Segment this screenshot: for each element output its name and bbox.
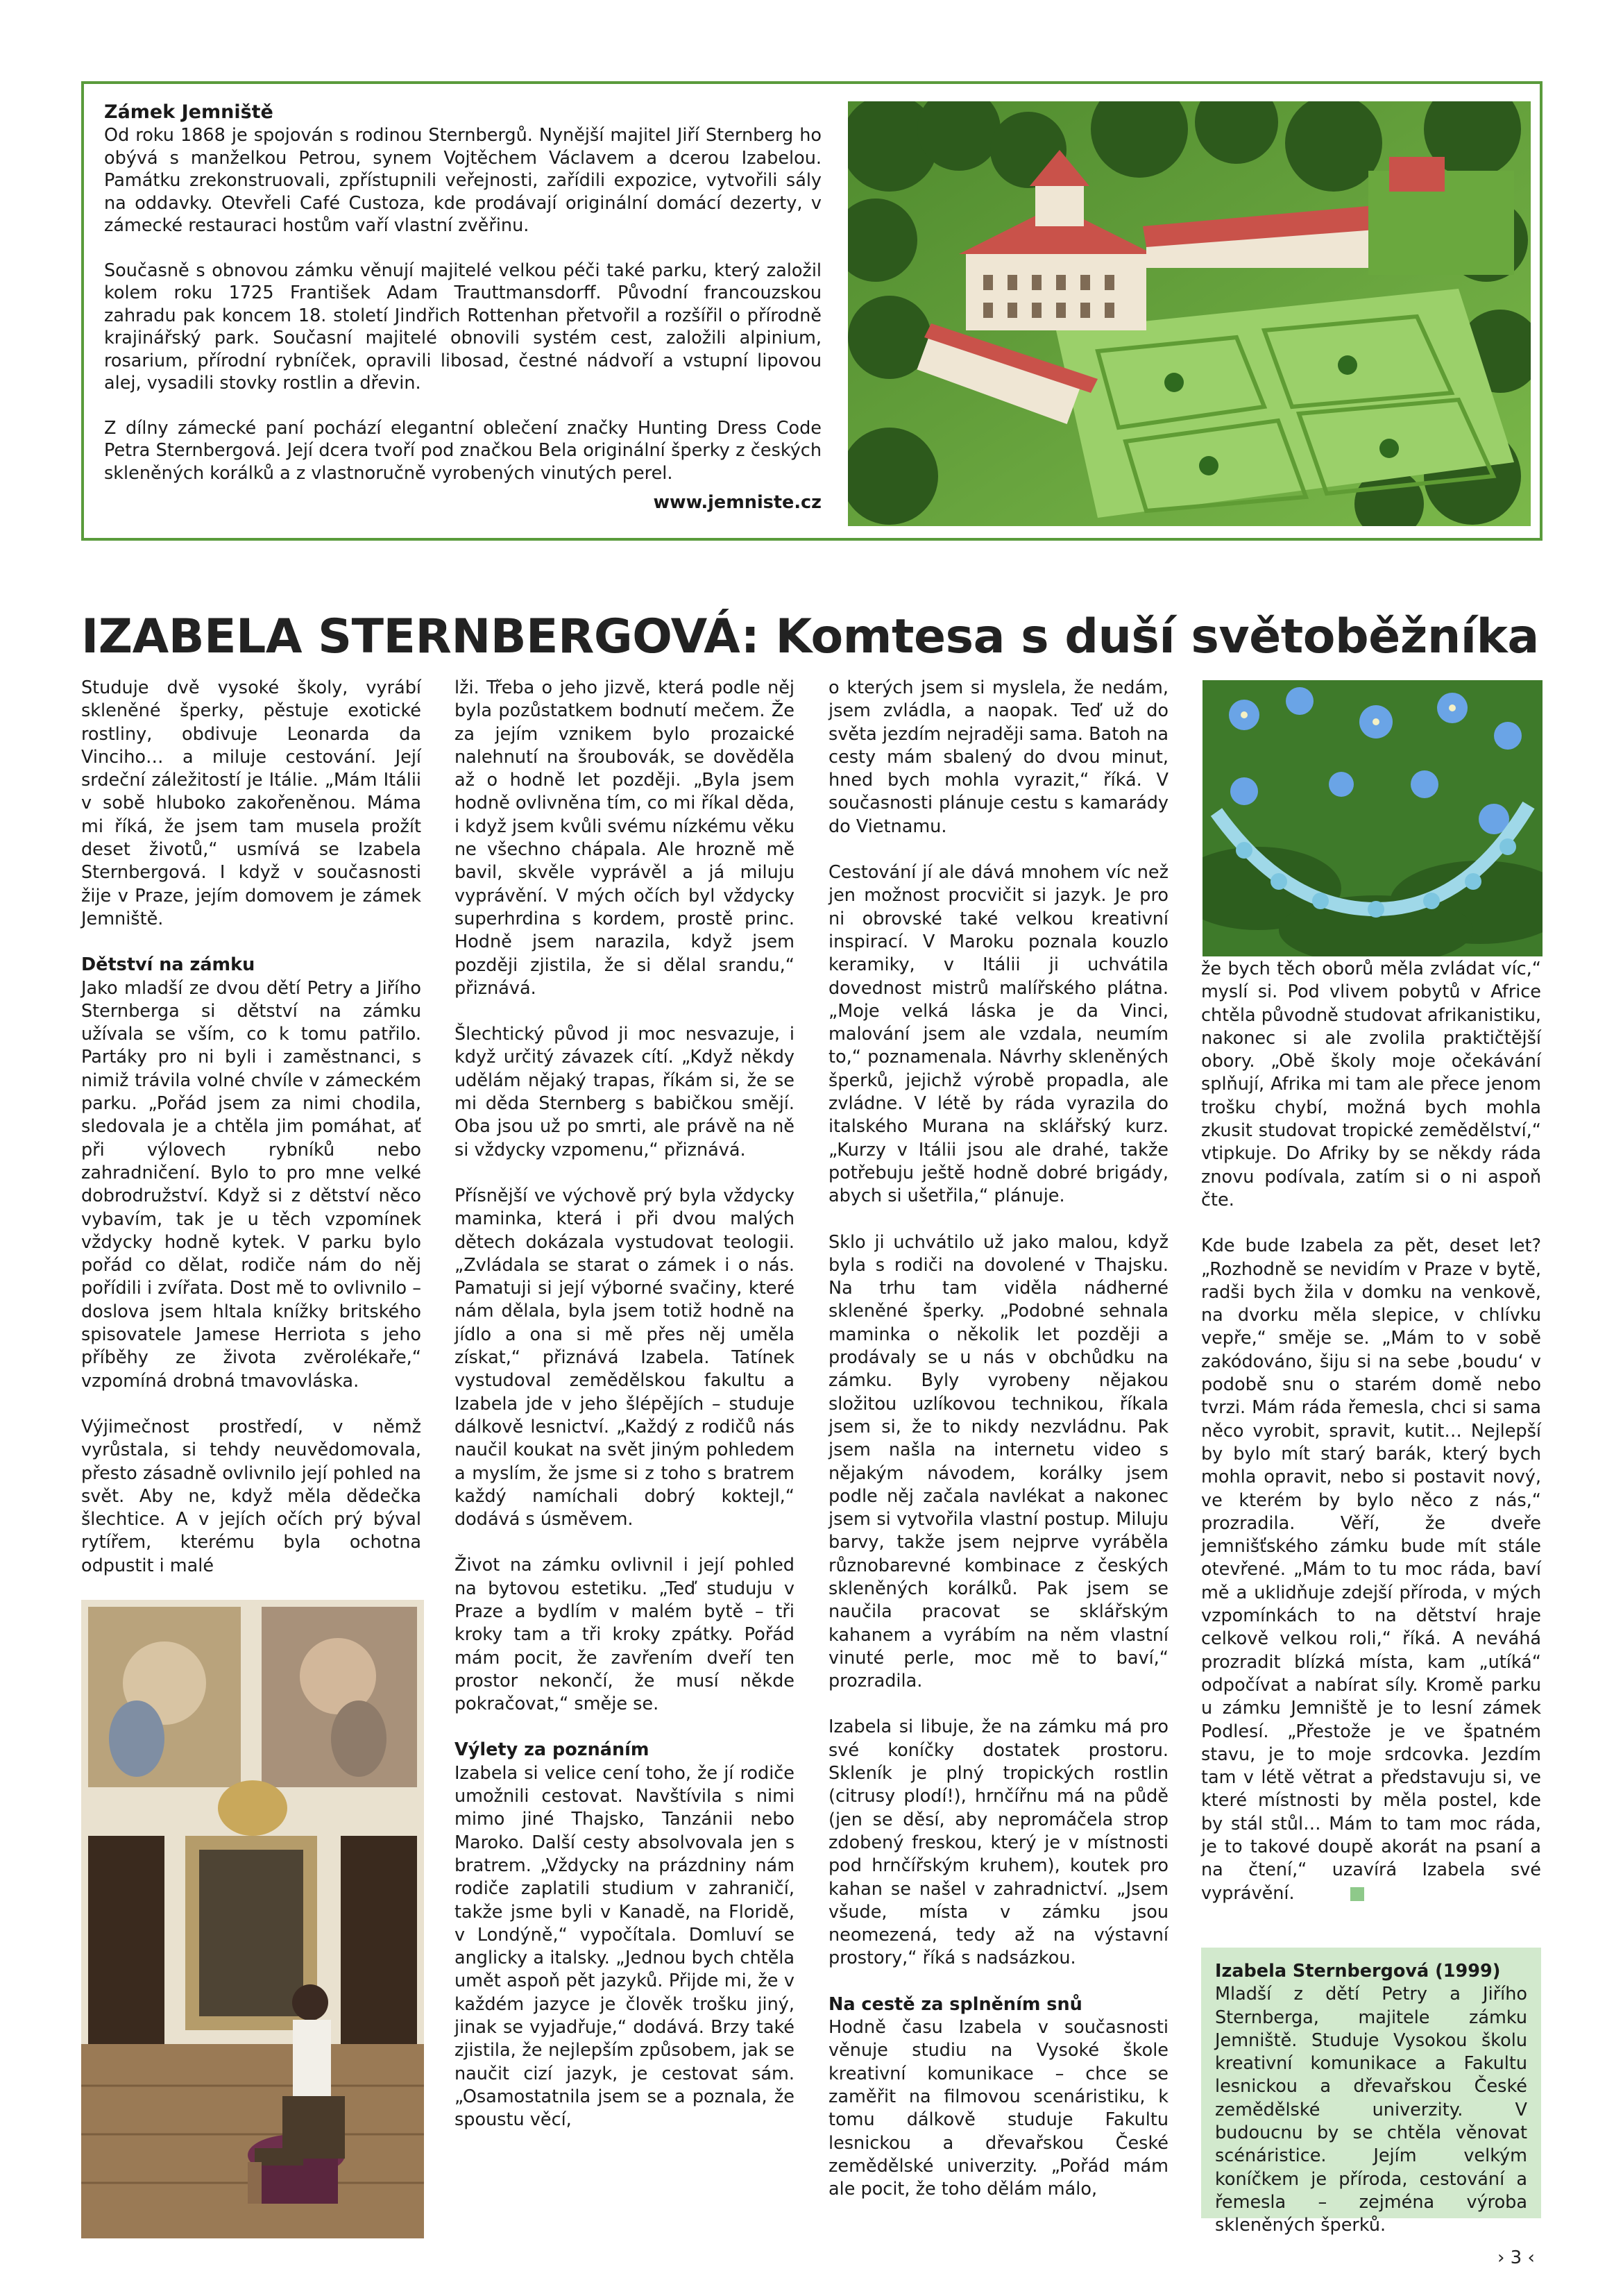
article-paragraph: Přísnější ve výchově prý byla vždycky maminka, která i při dvou malých dětech dokázala vystudovat teologii. „Zvládala se starat o zámek i o nás. Pamatuji si její výborné svačiny, které nám dělala, byla jsem totiž hodně na jídlo a ona si mě přes něj uměla získat,“ přiznává Izabela. Tatínek vystudoval zemědělskou fakultu a Izabela jde v jeho šlépějích – studuje dálkově lesnictví. „Každý z rodičů nás naučil koukat na svět jiným pohledem a myslím, že jsme si z toho s bratrem každý namíchali dobrý koktejl,“ dodává s úsměvem. [454, 1185, 794, 1530]
article-paragraph: Jako mladší ze dvou dětí Petry a Jiřího Sternberga si dětství na zámku užívala se vším, co k tomu patřilo. Partáky pro ni byli i zaměstnanci, s nimiž trávila volné chvíle v zámeckém parku. „Pořád jsem za nimi chodila, sledovala je a chtěla jim pomáhat, ať při výlovech rybníků nebo zahradničení. Bylo to pro mne velké dobrodružství. Když si z dětství něco vybavím, tak je u těch vzpomínek vždycky hodně kytek. V parku bylo pořád co dělat, rodiče nám do něj pořídili i zvířata. Dost mě to ovlivnilo – doslova jsem hltala knížky britského spisovatele Jamese Herriota s jeho příběhy ze života zvěrolékaře,“ vzpomíná drobná tmavovláska. [81, 977, 421, 1392]
article-column-2 [454, 677, 794, 2155]
article-paragraph: Hodně času Izabela v současnosti věnuje studiu na Vysoké škole kreativní komunikace – chce se zaměřit na filmovou scenáristiku, k tomu dálkově studuje Fakultu lesnickou a dřevařskou České zemědělské univerzity. „Pořád mám ale pocit, že toho dělám málo, [829, 2017, 1169, 2200]
castle-paragraph: Z dílny zámecké paní pochází elegantní oblečení značky Hunting Dress Code Petra Sternbergová. Její dcera tvoří pod značkou Bela originální šperky z českých skleněných korálků a z vlastnoručně vyrobených vinutých perel. [104, 417, 822, 484]
section-heading: Dětství na zámku [81, 954, 255, 976]
castle-info-text [104, 101, 822, 514]
article-paragraph: Sklo ji uchvátilo už jako malou, když byla s rodiči na dovolené v Thajsku. Na trhu tam viděla nádherné skleněné šperky. „Podobné sehnala maminka o několik let později a prodávaly se u nás v obchůdku na zámku. Byly vyrobeny nějakou složitou uzlíkovou technikou, říkala jsem si, že to nikdy nezvládnu. Pak jsem našla na internetu video s nějakým návodem, korálky jsem podle něj začala navlékat a nakonec jsem si vytvořila vlastní postup. Miluju barvy, takže jsem nejprve vyráběla různobarevné kombinace z českých skleněných korálků. Pak jsem se naučila pracovat se sklářským kahanem a vyrábím na něm vlastní vinuté perle, moc mě to baví,“ prozradila. [829, 1231, 1169, 1692]
glass-bead-necklace-photo [1203, 680, 1543, 956]
castle-website-link[interactable]: www.jemniste.cz [653, 492, 822, 513]
article-column-1 [81, 677, 421, 1601]
profile-text: Mladší z dětí Petry a Jiřího Sternberga, majitele zámku Jemniště. Studuje Vysokou školu kreativní komunikace a Fakultu lesnickou a dřevařskou České zemědělské univerzity. V budoucnu by se chtěla věnovat scénáristice. Jejím velkým koníčkem je příroda, cestování a řemesla – zejména výroba skleněných šperků. [1215, 1984, 1527, 2236]
headline-subtitle: Komtesa s duší světoběžníka [759, 609, 1539, 664]
castle-paragraph: Od roku 1868 je spojován s rodinou Sternbergů. Nynější majitel Jiří Sternberg ho obývá s manželkou Petrou, synem Vojtěchem Václavem a dcerou Izabelou. Památku zrekonstruovali, zpřístupnili veřejnosti, zařídili expozice, vytvořili sály na oddavky. Otevřeli Café Custoza, kde prodávají originální domácí dezerty, v zámecké restauraci hostům vaří vlastní zvěřinu. [104, 125, 822, 236]
castle-title: Zámek Jemniště [104, 101, 273, 123]
section-heading: Na cestě za splněním snů [829, 1993, 1082, 2015]
article-paragraph: Výjimečnost prostředí, v němž vyrůstala, si tehdy neuvědomovala, přesto zásadně ovlivnilo její pohled na svět. Aby ne, když měla dědečka šlechtice. A v jejích očích prý býval rytířem, kterému byla ochotna odpustit i malé [81, 1416, 421, 1576]
article-paragraph: Cestování jí ale dává mnohem víc než jen možnost procvičit si jazyk. Je pro ni obrovské také velkou kreativní inspirací. V Maroku poznala kouzlo keramiky, v Itálii ji uchvátila dovednost mistrů malířského plátna. „Moje velká láska je da Vinci, malování jsem ale vzdala, neumím to,“ poznamenala. Návrhy skleněných šperků, jejichž výrobě propadla, ale zvládne. V létě by ráda vyrazila do italského Murana na sklářský kurz. „Kurzy v Itálii jsou ale drahé, takže potřebuju ještě hodně dobré brigády, abych si ušetřila,“ plánuje. [829, 862, 1169, 1207]
article-paragraph: Život na zámku ovlivnil i její pohled na bytovou estetiku. „Teď studuju v Praze a bydlím v malém bytě – tři kroky tam a tři kroky zpátky. Pořád mám pocit, že zavřením dveří ten prostor nekončí, že musí někde pokračovat,“ směje se. [454, 1555, 794, 1715]
article-paragraph: Izabela si libuje, že na zámku má pro své koníčky dostatek prostoru. Skleník je plný tropických rostlin (citrusy plodí!), hrnčířnu má na půdě (jen se děsí, aby nepromáčela strop zdobený freskou, který je v místnosti pod hrnčířským kruhem), koutek pro kahan se našel v zahradnictví. „Jsem všude, místa v zámku jsou neomezená, tedy až na výstavní prostory,“ říká s nadsázkou. [829, 1716, 1169, 1969]
article-paragraph: Kde bude Izabela za pět, deset let? „Rozhodně se nevidím v Praze v bytě, radši bych žila v domku na venkově, na dvorku měla slepice, v chlívku vepře,“ směje se. „Mám to v sobě zakódováno, šiju si na sebe ‚boudu‘ v podobě snu o starém domě nebo tvrzi. Mám ráda řemesla, chci si sama něco vyrobit, spravit, kutit… Nejlepší by bylo mít starý barák, který bych mohla opravit, nebo si postavit nový, ve kterém by bylo něco z nás,“ prozradila. Věří, že dveře jemnišťského zámku bude mít stále otevřené. „Mám to tu moc ráda, baví mě a uklidňuje zdejší příroda, v mých vzpomínkách to na dětství hraje celkově velkou roli,“ říká. A neváhá prozradit blízká místa, kam „utíká“ odpočívat a nabírat síly. Kromě parku u zámku Jemniště je to lesní zámek Podlesí. „Přestože je ve špatném stavu, je to moje srdcovka. Jezdím tam v létě větrat a představuju si, ve které místnosti by měla postel, kde by stál stůl… Mám to tam moc ráda, je to takové doupě akorát na psaní a na čtení,“ uzavírá Izabela své vyprávění. [1201, 1235, 1541, 1904]
castle-aerial-photo [848, 101, 1531, 526]
article-headline [81, 609, 1545, 664]
headline-name: IZABELA STERNBERGOVÁ: [81, 609, 760, 664]
page-number: › 3 ‹ [1497, 2247, 1535, 2268]
article-paragraph: Izabela si velice cení toho, že jí rodiče umožnili cestovat. Navštívila s nimi mimo jiné Thajsko, Tanzánii nebo Maroko. Další cesty absolvovala jen s bratrem. „Vždycky na prázdniny nám rodiče zaplatili studium v zahraničí, takže jsme byli v Kanadě, na Floridě, v Londýně,“ vypočítala. Domluví se anglicky a italsky. „Jednou bych chtěla umět aspoň pět jazyků. Přijde mi, že v každém jazyce je člověk trošku jiný, jinak se vyjadřuje,“ dodává. Brzy také zjistila, že nejlepším způsobem, jak se naučit cizí jazyk, je cestovat sám. „Osamostatnila jsem se a poznala, že spoustu věcí, [454, 1762, 794, 2131]
profile-info-box [1201, 1948, 1541, 2236]
profile-title: Izabela Sternbergová (1999) [1215, 1961, 1501, 1982]
interior-portrait-photo [81, 1600, 424, 2238]
article-column-4 [1201, 958, 1541, 1928]
article-paragraph: Studuje dvě vysoké školy, vyrábí skleněné šperky, pěstuje exotické rostliny, obdivuje Leonarda da Vinciho… a miluje cestování. Její srdeční záležitostí je Itálie. „Mám Itálii v sobě hluboko zakořeněnou. Máma mi říká, že jsem tam musela prožít deset životů,“ usmívá se Izabela Sternbergová. I když v současnosti žije v Praze, jejím domovem je zámek Jemniště. [81, 677, 421, 929]
castle-paragraph: Současně s obnovou zámku věnují majitelé velkou péči také parku, který založil kolem roku 1725 František Adam Trauttmansdorff. Původní francouzskou zahradu pak koncem 18. století Jindřich Rottenhan přetvořil a rozšířil o přírodně krajinářský park. Současní majitelé obnovili systém cest, založili alpinium, rosarium, přírodní rybníček, opravili libosad, čestné nádvoří a vstupní lipovou alej, vysadili stovky rostlin a dřevin. [104, 260, 822, 394]
article-paragraph: že bych těch oborů měla zvládat víc,“ myslí si. Pod vlivem pobytů v Africe chtěla původně studovat afrikanistiku, nakonec si ale zvolila praktičtější obory. „Obě školy moje očekávání splňují, Afrika mi tam ale přece jenom trošku chybí, možná bych mohla zkusit studovat tropické zemědělství,“ vtipkuje. Do Afriky by se někdy ráda znovu podívala, zatím si o ni aspoň čte. [1201, 959, 1541, 1210]
article-paragraph: lži. Třeba o jeho jizvě, která podle něj byla pozůstatkem bodnutí mečem. Že za jejím vznikem bylo prozaické nalehnutí na šroubovák, se dověděla až o hodně let později. „Byla jsem hodně ovlivněna tím, co mi říkal děda, i když jsem kvůli svému nízkému věku ne všechno chápala. Ale hrozně mě bavil, skvěle vyprávěl a já miluju vyprávění. V mých očích byl vždycky superhrdina s kordem, prostě princ. Hodně jsem narazila, když jsem později zjistila, že si dělal srandu,“ přiznává. [454, 677, 794, 999]
section-heading: Výlety za poznáním [454, 1739, 649, 1761]
article-paragraph: o kterých jsem si myslela, že nedám, jsem zvládla, a naopak. Teď už do světa jezdím nejraději sama. Batoh na cesty mám sbalený do dvou minut, hned bych mohla vyrazit,“ říká. V současnosti plánuje cestu s kamarády do Vietnamu. [829, 677, 1169, 837]
article-column-3 [829, 677, 1169, 2224]
article-end-mark [1350, 1887, 1364, 1901]
article-paragraph: Šlechtický původ ji moc nesvazuje, i když určitý závazek cítí. „Když někdy udělám nějaký trapas, říkám si, že se mi děda Sternberg s babičkou smějí. Oba jsou už po smrti, ale právě na ně si vždycky vzpomenu,“ přiznává. [454, 1024, 794, 1160]
